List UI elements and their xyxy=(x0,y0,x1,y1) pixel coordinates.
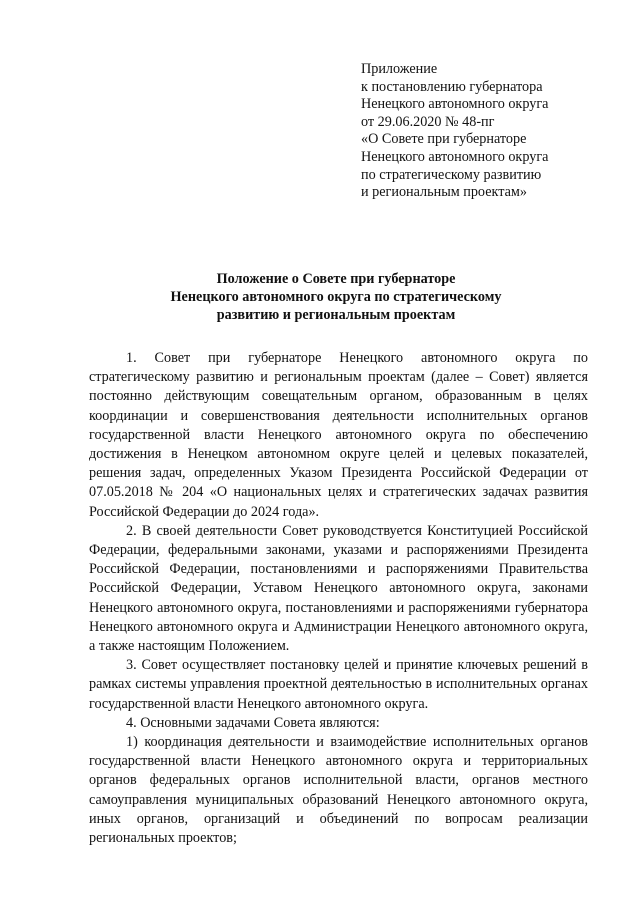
appendix-line: «О Совете при губернаторе xyxy=(361,131,527,148)
document-body xyxy=(89,349,588,848)
appendix-line: Приложение xyxy=(361,61,438,77)
paragraph-3: 3. Совет осуществляет постановку целей и принятие ключевых решений в рамках системы управления проектной деятельностью в исполнительных органах государственной власти Ненецкого автономного округа. xyxy=(89,657,588,712)
appendix-line: Ненецкого автономного округа xyxy=(361,96,549,113)
title-line: Положение о Совете при губернаторе xyxy=(216,271,456,287)
paragraph-4-item-1: 1) координация деятельности и взаимодействие исполнительных органов государственной власти Ненецкого автономного округа и территориальных органов федеральных органов исполнительной власти, органов местного самоуправления муниципальных образований Ненецкого автономного округа, иных органов, организаций и объединений по вопросам реализации региональных проектов; xyxy=(89,734,588,847)
title-line: развитию и региональным проектам xyxy=(216,307,456,323)
appendix-block xyxy=(361,61,548,202)
appendix-line: к постановлению губернатора xyxy=(361,78,543,95)
appendix-line: и региональным проектам» xyxy=(361,184,527,201)
paragraph-2: 2. В своей деятельности Совет руководствуется Конституцией Российской Федерации, федеральными законами, указами и распоряжениями Президента Российской Федерации, постановлениями и распоряжениями Правительства Российской Федерации, Уставом Ненецкого автономного округа, законами Ненецкого автономного округа, постановлениями и распоряжениями губернатора Ненецкого автономного округа и Администрации Ненецкого автономного округа, а также настоящим Положением. xyxy=(89,522,588,655)
appendix-line: Ненецкого автономного округа xyxy=(361,148,549,165)
document-title xyxy=(40,270,632,324)
appendix-line: от 29.06.2020 № 48-пг xyxy=(361,113,495,130)
paragraph-1: 1. Совет при губернаторе Ненецкого автономного округа по стратегическому развитию и региональным проектам (далее – Совет) является постоянно действующим совещательным органом, образованным в целях координации и совершенствования деятельности исполнительных органов государственной власти Ненецкого автономного округа по обеспечению достижения в Ненецком автономном округе целей и целевых показателей, решения задач, определенных Указом Президента Российской Федерации от 07.05.2018 № 204 «О национальных целях и стратегических задачах развития Российской Федерации до 2024 года». xyxy=(89,350,588,520)
title-line: Ненецкого автономного округа по стратегическому xyxy=(170,289,502,305)
appendix-line: по стратегическому развитию xyxy=(361,166,542,183)
paragraph-4: 4. Основными задачами Совета являются: xyxy=(126,714,380,731)
